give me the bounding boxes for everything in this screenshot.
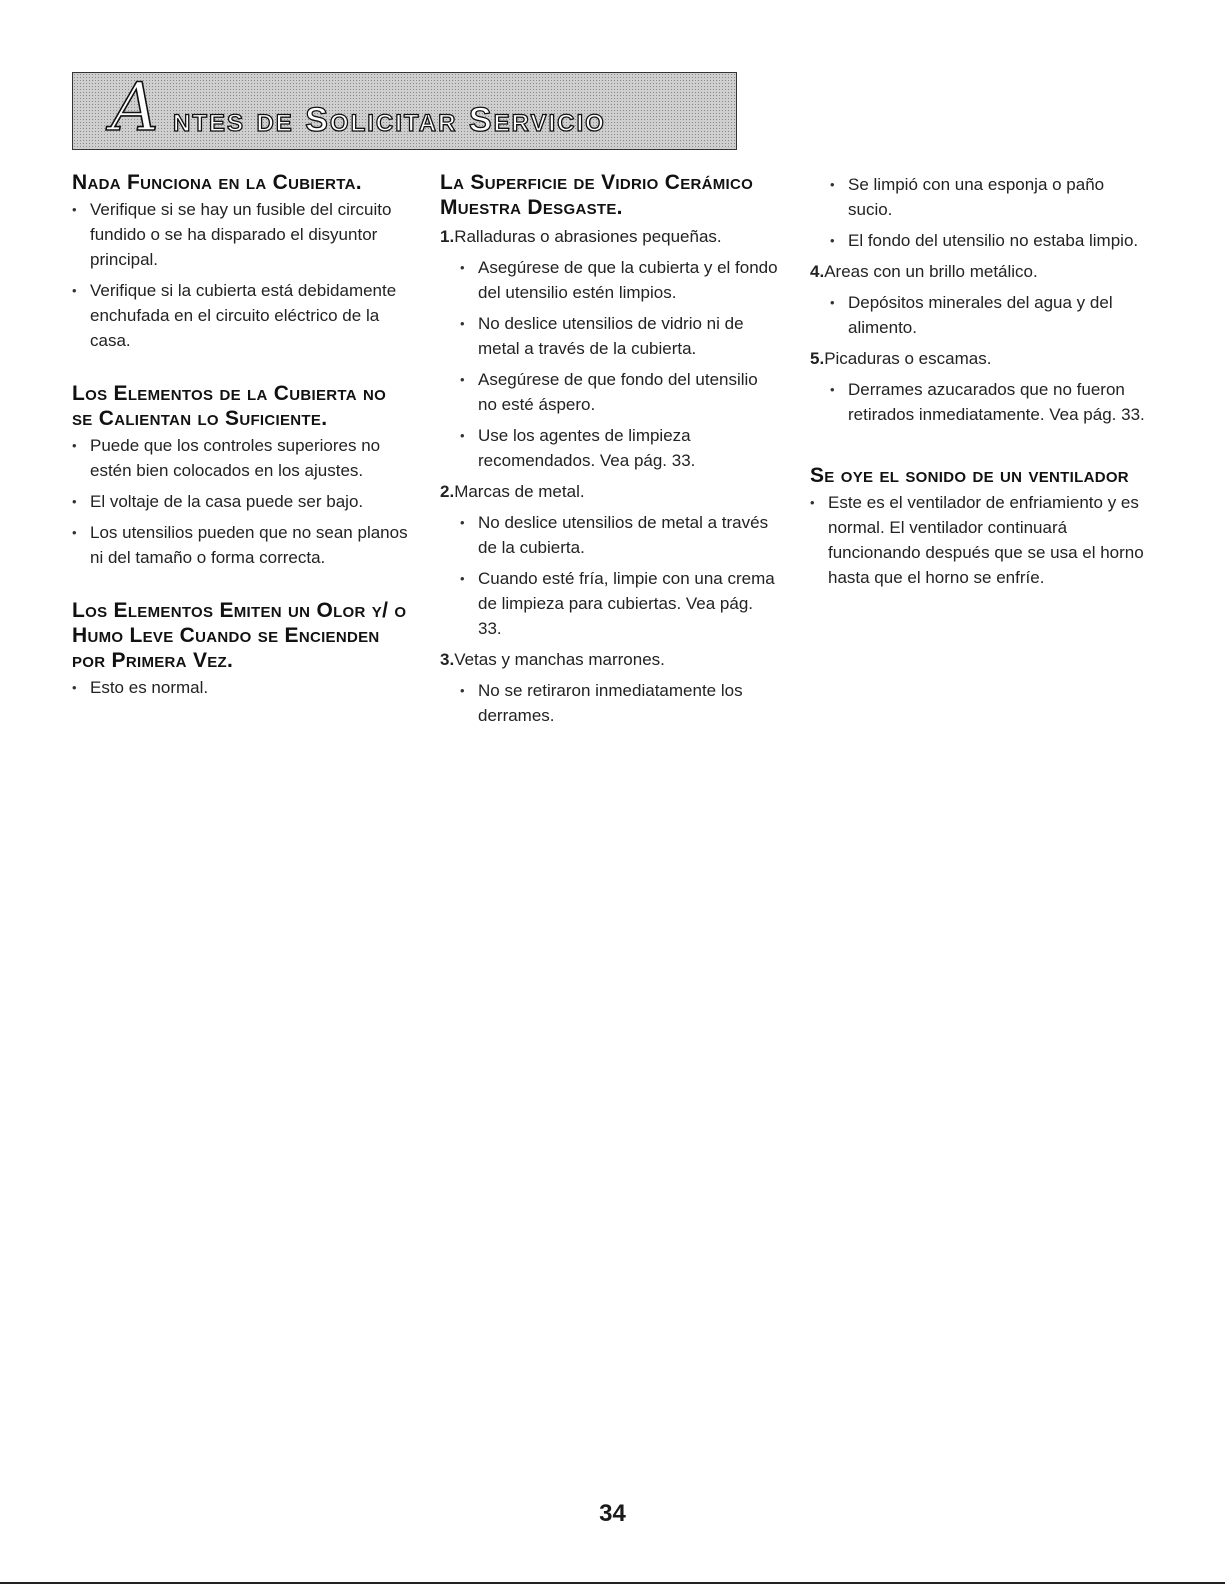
list-item: • Verifique si la cubierta está debidamente enchufada en el circuito eléctrico de la casa.: [72, 278, 412, 353]
section-heading: Los Elementos Emiten un Olor y/ o Humo Leve Cuando se Encienden por Primera Vez.: [72, 599, 407, 672]
column-3: [810, 170, 1145, 618]
bottom-rule: [0, 1582, 1225, 1584]
list-item: • Esto es normal.: [72, 675, 412, 700]
item-text: Marcas de metal.: [454, 482, 585, 501]
section-title: ntes de Solicitar Servicio: [173, 101, 606, 139]
list-item: • Cuando esté fría, limpie con una crema de limpieza para cubiertas. Vea pág. 33.: [460, 566, 780, 641]
decorative-initial: A: [111, 69, 159, 146]
numbered-item: [440, 224, 780, 249]
numbered-item: [440, 479, 780, 504]
item-number: 2.: [440, 482, 455, 501]
list-item: • Puede que los controles superiores no estén bien colocados en los ajustes.: [72, 433, 412, 483]
numbered-item: [440, 647, 780, 672]
numbered-item: [810, 259, 1145, 284]
section-heading: La Superficie de Vidrio Cerámico Muestra Desgaste.: [440, 171, 754, 219]
item-number: 4.: [810, 262, 825, 281]
list-item: • Asegúrese de que fondo del utensilio no esté áspero.: [460, 367, 780, 417]
item-text: Ralladuras o abrasiones pequeñas.: [454, 227, 722, 246]
section-odor-smoke: [72, 598, 412, 700]
list-item: • Use los agentes de limpieza recomendados. Vea pág. 33.: [460, 423, 780, 473]
list-item: • Depósitos minerales del agua y del alimento.: [830, 290, 1145, 340]
item-text: Areas con un brillo metálico.: [824, 262, 1038, 281]
list-item: • No deslice utensilios de vidrio ni de metal a través de la cubierta.: [460, 311, 780, 361]
section-heading: Nada Funciona en la Cubierta.: [72, 171, 362, 194]
list-item: • Verifique si se hay un fusible del circuito fundido o se ha disparado el disyuntor principal.: [72, 197, 412, 272]
numbered-item: [810, 346, 1145, 371]
section-fan-sound: [810, 463, 1145, 590]
section-title-banner: [72, 69, 737, 150]
column-1: [72, 170, 412, 728]
list-item: • El fondo del utensilio no estaba limpio.: [830, 228, 1145, 253]
list-item: • El voltaje de la casa puede ser bajo.: [72, 489, 412, 514]
item-number: 5.: [810, 349, 825, 368]
item-text: Vetas y manchas marrones.: [454, 650, 665, 669]
section-nothing-works: [72, 170, 412, 353]
list-item: • Asegúrese de que la cubierta y el fondo del utensilio estén limpios.: [460, 255, 780, 305]
list-item: • Se limpió con una esponja o paño sucio.: [830, 172, 1145, 222]
list-item: • No se retiraron inmediatamente los derrames.: [460, 678, 780, 728]
item-text: Picaduras o escamas.: [824, 349, 992, 368]
item-number: 1.: [440, 227, 455, 246]
list-item: • Derrames azucarados que no fueron retirados inmediatamente. Vea pág. 33.: [830, 377, 1145, 427]
section-heading: Los Elementos de la Cubierta no se Calientan lo Suficiente.: [72, 382, 387, 430]
list-item: • Los utensilios pueden que no sean planos ni del tamaño o forma correcta.: [72, 520, 412, 570]
column-2: [440, 170, 780, 734]
item-number: 3.: [440, 650, 455, 669]
list-item: • Este es el ventilador de enfriamiento y es normal. El ventilador continuará funcionando después que se usa el horno hasta que el horno se enfríe.: [810, 490, 1145, 590]
list-item: • No deslice utensilios de metal a través de la cubierta.: [460, 510, 780, 560]
section-heading: Se oye el sonido de un ventilador: [810, 464, 1129, 487]
section-not-heating: [72, 381, 412, 570]
page-number: 34: [599, 1500, 626, 1527]
